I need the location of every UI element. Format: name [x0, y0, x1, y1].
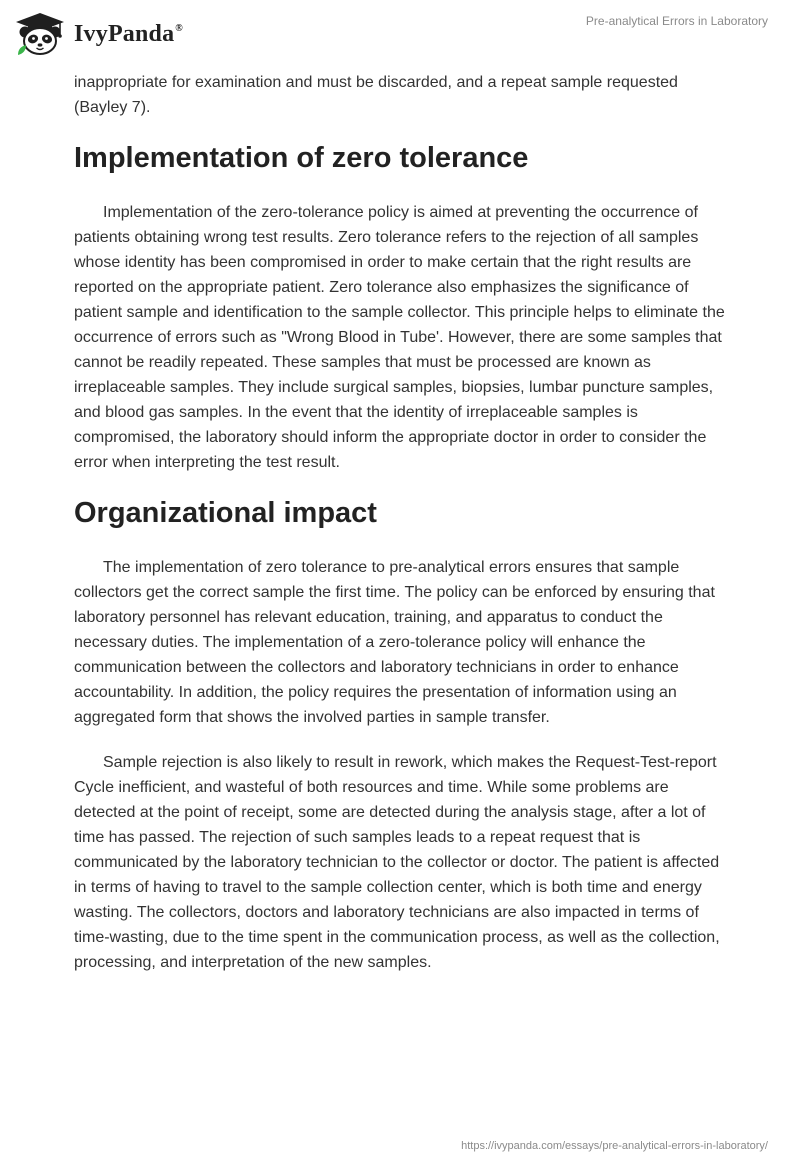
- registered-mark: ®: [175, 22, 183, 34]
- paragraph: The implementation of zero tolerance to pre-analytical errors ensures that sample collectors get the correct sample the first time. The policy can be enforced by ensuring that laboratory personnel has relevant education, training, and apparatus to conduct the necessary duties. The implementation of a zero-tolerance policy will enhance the communication between the collectors and laboratory technicians in order to enhance accountability. In addition, the policy requires the presentation of information using an aggregated form that shows the involved parties in sample transfer.: [74, 559, 715, 726]
- section-heading: Implementation of zero tolerance: [74, 142, 529, 174]
- source-url[interactable]: https://ivypanda.com/essays/pre-analytical-errors-in-laboratory/: [461, 1140, 768, 1152]
- running-title: Pre-analytical Errors in Laboratory: [585, 14, 768, 28]
- paragraph: Sample rejection is also likely to result in rework, which makes the Request-Test-report Cycle inefficient, and wasteful of both resources and time. While some problems are detected at the point of receipt, some are detected during the analysis stage, after a lot of time has passed. The rejection of such samples leads to a repeat request that is communicated by the laboratory technician to the collector or doctor. The patient is affected in terms of having to travel to the sample collection center, which is both time and energy wasting. The collectors, doctors and laboratory technicians are also impacted in terms of time-wasting, due to the time spent in the communication process, as well as the collection, processing, and interpretation of the new samples.: [74, 754, 720, 971]
- logo-wordmark: [74, 21, 183, 48]
- site-logo[interactable]: [14, 8, 183, 60]
- article-body: [74, 70, 734, 995]
- panda-graduate-icon: [14, 11, 66, 57]
- paragraph: Implementation of the zero-tolerance policy is aimed at preventing the occurrence of patients obtaining wrong test results. Zero tolerance refers to the rejection of all samples whose identity has been compromised in order to make certain that the right results are reported on the appropriate patient. Zero tolerance also emphasizes the significance of patient sample and identification to the sample collector. This principle helps to eliminate the occurrence of errors such as "Wrong Blood in Tube'. However, there are some samples that cannot be readily repeated. These samples that must be processed are known as irreplaceable samples. They include surgical samples, biopsies, lumbar puncture samples, and blood gas samples. In the event that the identity of irreplaceable samples is compromised, the laboratory should inform the appropriate doctor in order to consider the error when interpreting the test result.: [74, 204, 725, 471]
- continuation-paragraph: inappropriate for examination and must be discarded, and a repeat sample requested (Bayley 7).: [74, 74, 678, 116]
- logo-name: IvyPanda: [74, 20, 175, 47]
- section-heading: Organizational impact: [74, 497, 377, 529]
